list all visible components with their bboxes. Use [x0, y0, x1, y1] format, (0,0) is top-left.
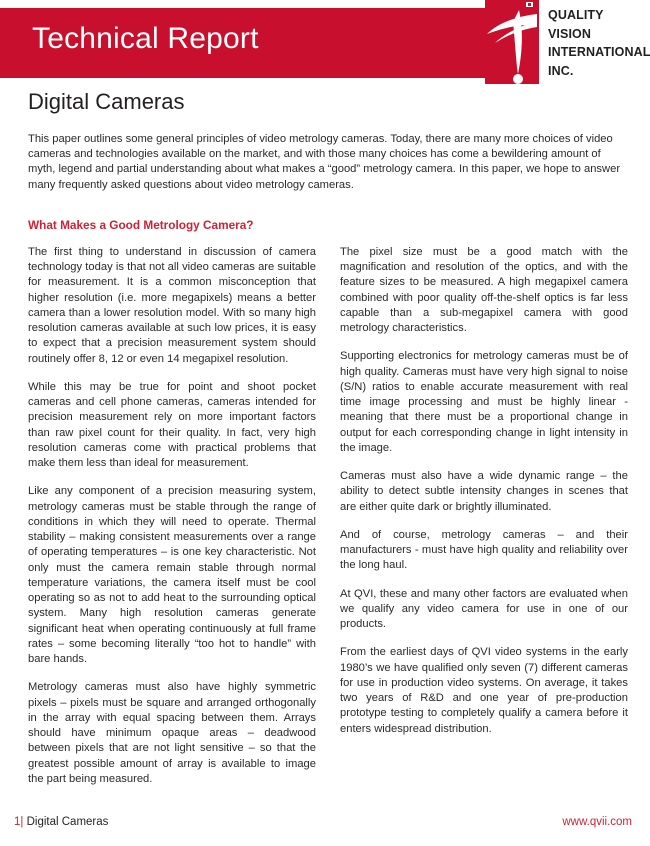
footer-website-link[interactable]: www.qvii.com	[562, 816, 632, 828]
left-column	[28, 245, 316, 787]
document-body	[0, 88, 650, 787]
right-column	[340, 245, 628, 787]
brand-wordmark	[548, 6, 648, 80]
banner-title: Technical Report	[32, 22, 259, 55]
brand-line-3: INTERNATIONAL	[548, 45, 650, 59]
intro-paragraph: This paper outlines some general principles of video metrology cameras. Today, there are many more choices of video cameras and technologies available on the market, and with those many choices has come a bewildering amount of myth, legend and partial understanding about what makes a “good” metrology camera. In this paper, we hope to answer many frequently asked questions about video metrology cameras.	[28, 133, 621, 191]
footer-page-label	[14, 812, 108, 832]
section-heading: What Makes a Good Metrology Camera?	[28, 217, 254, 232]
page-title: Digital Cameras	[28, 89, 185, 114]
footer-page-title: Digital Cameras	[26, 816, 109, 828]
brand-line-1: QUALITY	[548, 8, 604, 22]
qvi-swoosh-logo-icon	[485, 0, 539, 88]
page-footer	[0, 812, 650, 832]
paragraph: And of course, metrology cameras – and their manufacturers - must have high quality and reliability over the long haul.	[340, 528, 628, 572]
brand-line-2: VISION	[548, 26, 591, 41]
paragraph: The pixel size must be a good match with the magnification and resolution of the optics, and with the feature sizes to be measured. A high megapixel camera combined with poor quality off-the-shelf optics is far less capable than a sub-megapixel camera with good metrology characteristics.	[340, 245, 628, 335]
two-column-layout	[28, 245, 628, 787]
paragraph: From the earliest days of QVI video systems in the early 1980’s we have qualified only seven (7) different cameras for use in production video systems. On average, it takes two years of R&D and one year of pre-production prototype testing to completely qualify a camera before it enters widespread distribution.	[340, 646, 628, 735]
footer-page-number: 1|	[14, 816, 24, 828]
paragraph: The first thing to understand in discussion of camera technology today is that not all video cameras are suitable for measurement. It is a common misconception that higher resolution (i.e. more megapixels) means a better camera than a lower resolution model. With so many high resolution cameras available at such low prices, it is easy to expect that a precision measurement system should routinely offer 8, 12 or even 14 megapixel resolution.	[28, 245, 316, 365]
brand-line-4: INC.	[548, 63, 574, 78]
paragraph: Supporting electronics for metrology cameras must be of high quality. Cameras must have very high signal to noise (S/N) ratios to enable accurate measurement with real time image processing and must be highly linear - meaning that there must be a proportional change in output for each corresponding change in light intensity in the image.	[340, 350, 628, 454]
page-header	[0, 0, 650, 88]
paragraph: Cameras must also have a wide dynamic range – the ability to detect subtle intensity changes in scenes that are either quite dark or brightly illuminated.	[340, 470, 628, 513]
paragraph: At QVI, these and many other factors are evaluated when we qualify any video camera for use in one of our products.	[340, 587, 628, 631]
paragraph: Like any component of a precision measuring system, metrology cameras must be stable through the range of conditions in which they will need to operate. Thermal stability – making consistent measurements over a range of operating temperatures – is one key characteristic. Not only must the camera remain stable through normal temperature variations, the camera itself must be cool operating so as not to add heat to the surrounding optical system. Many high resolution cameras generate significant heat when operating continuously at full frame rates – some becoming literally “too hot to handle” with bare hands.	[28, 485, 316, 666]
paragraph: Metrology cameras must also have highly symmetric pixels – pixels must be square and arranged orthogonally in the array with equal spacing between them. Arrays should have minimum opaque areas – deadwood between pixels that are not light sensitive – so that the greatest possible amount of array is available to image the part being measured.	[28, 681, 316, 785]
paragraph: While this may be true for point and shoot pocket cameras and cell phone cameras, cameras intended for precision measurement rely on more important factors than raw pixel count for their quality. In fact, very high resolution cameras come with practical problems that make them less than ideal for measurement.	[28, 380, 316, 470]
